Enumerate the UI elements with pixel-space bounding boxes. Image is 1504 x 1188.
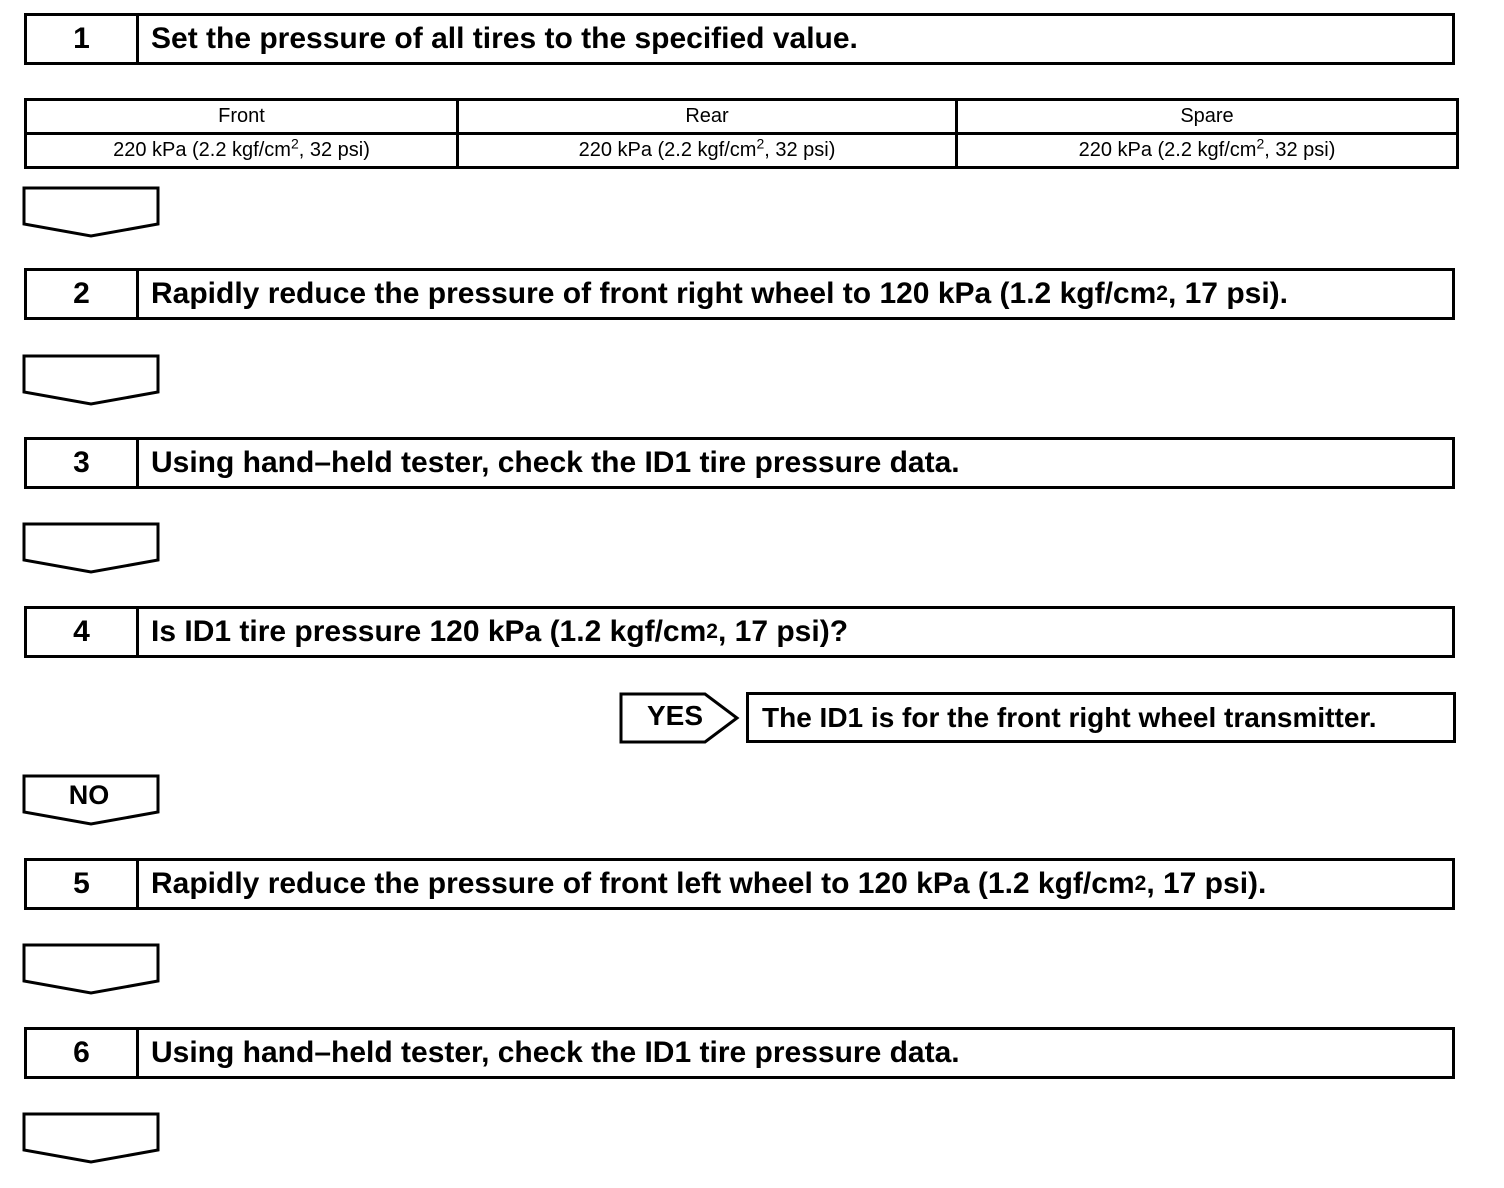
column-header-rear: Rear <box>458 100 957 134</box>
step-text: Rapidly reduce the pressure of front right wheel to 120 kPa (1.2 kgf/cm 2 , 17 psi). <box>151 277 1288 310</box>
next-arrow-3 <box>22 522 162 574</box>
step-1-box <box>24 13 1455 65</box>
down-arrow-icon <box>22 186 162 238</box>
table-header-row <box>26 100 1458 134</box>
step-text: Is ID1 tire pressure 120 kPa (1.2 kgf/cm 2 , 17 psi)? <box>151 615 849 648</box>
next-arrow-6 <box>22 1112 162 1164</box>
spare-pressure-value: 220 kPa (2.2 kgf/$cm^2$, 32 psi) <box>957 134 1458 168</box>
step-text: Rapidly reduce the pressure of front left wheel to 120 kPa (1.2 kgf/cm 2 , 17 psi). <box>151 867 1267 900</box>
no-label: NO <box>68 780 110 810</box>
column-header-spare: Spare <box>957 100 1458 134</box>
down-arrow-icon <box>22 522 162 574</box>
step-number: 4 <box>27 609 139 655</box>
no-branch-arrow <box>22 774 162 826</box>
down-arrow-icon <box>22 1112 162 1164</box>
yes-label: YES <box>646 700 704 731</box>
step-text: Using hand–held tester, check the ID1 tire pressure data. <box>151 446 960 479</box>
next-arrow-1 <box>22 186 162 238</box>
step-text: Using hand–held tester, check the ID1 tire pressure data. <box>151 1036 960 1069</box>
rear-pressure-value: 220 kPa (2.2 kgf/$cm^2$, 32 psi) <box>458 134 957 168</box>
step-2-box <box>24 268 1455 320</box>
step-number: 5 <box>27 861 139 907</box>
step-6-box <box>24 1027 1455 1079</box>
step-number: 3 <box>27 440 139 486</box>
next-arrow-2 <box>22 354 162 406</box>
step-4-box <box>24 606 1455 658</box>
step-number: 6 <box>27 1030 139 1076</box>
yes-branch-arrow <box>619 692 743 744</box>
step-number: 2 <box>27 271 139 317</box>
step-text: Set the pressure of all tires to the specified value. <box>151 22 858 55</box>
front-pressure-value: 220 kPa (2.2 kgf/$cm^2$, 32 psi) <box>26 134 458 168</box>
down-arrow-icon <box>22 354 162 406</box>
yes-result-box: The ID1 is for the front right wheel transmitter. <box>746 692 1456 743</box>
table-row <box>26 134 1458 168</box>
column-header-front: Front <box>26 100 458 134</box>
step-3-box <box>24 437 1455 489</box>
tire-pressure-spec-table <box>24 98 1459 169</box>
step-number: 1 <box>27 16 139 62</box>
down-arrow-icon <box>22 943 162 995</box>
next-arrow-5 <box>22 943 162 995</box>
step-5-box <box>24 858 1455 910</box>
